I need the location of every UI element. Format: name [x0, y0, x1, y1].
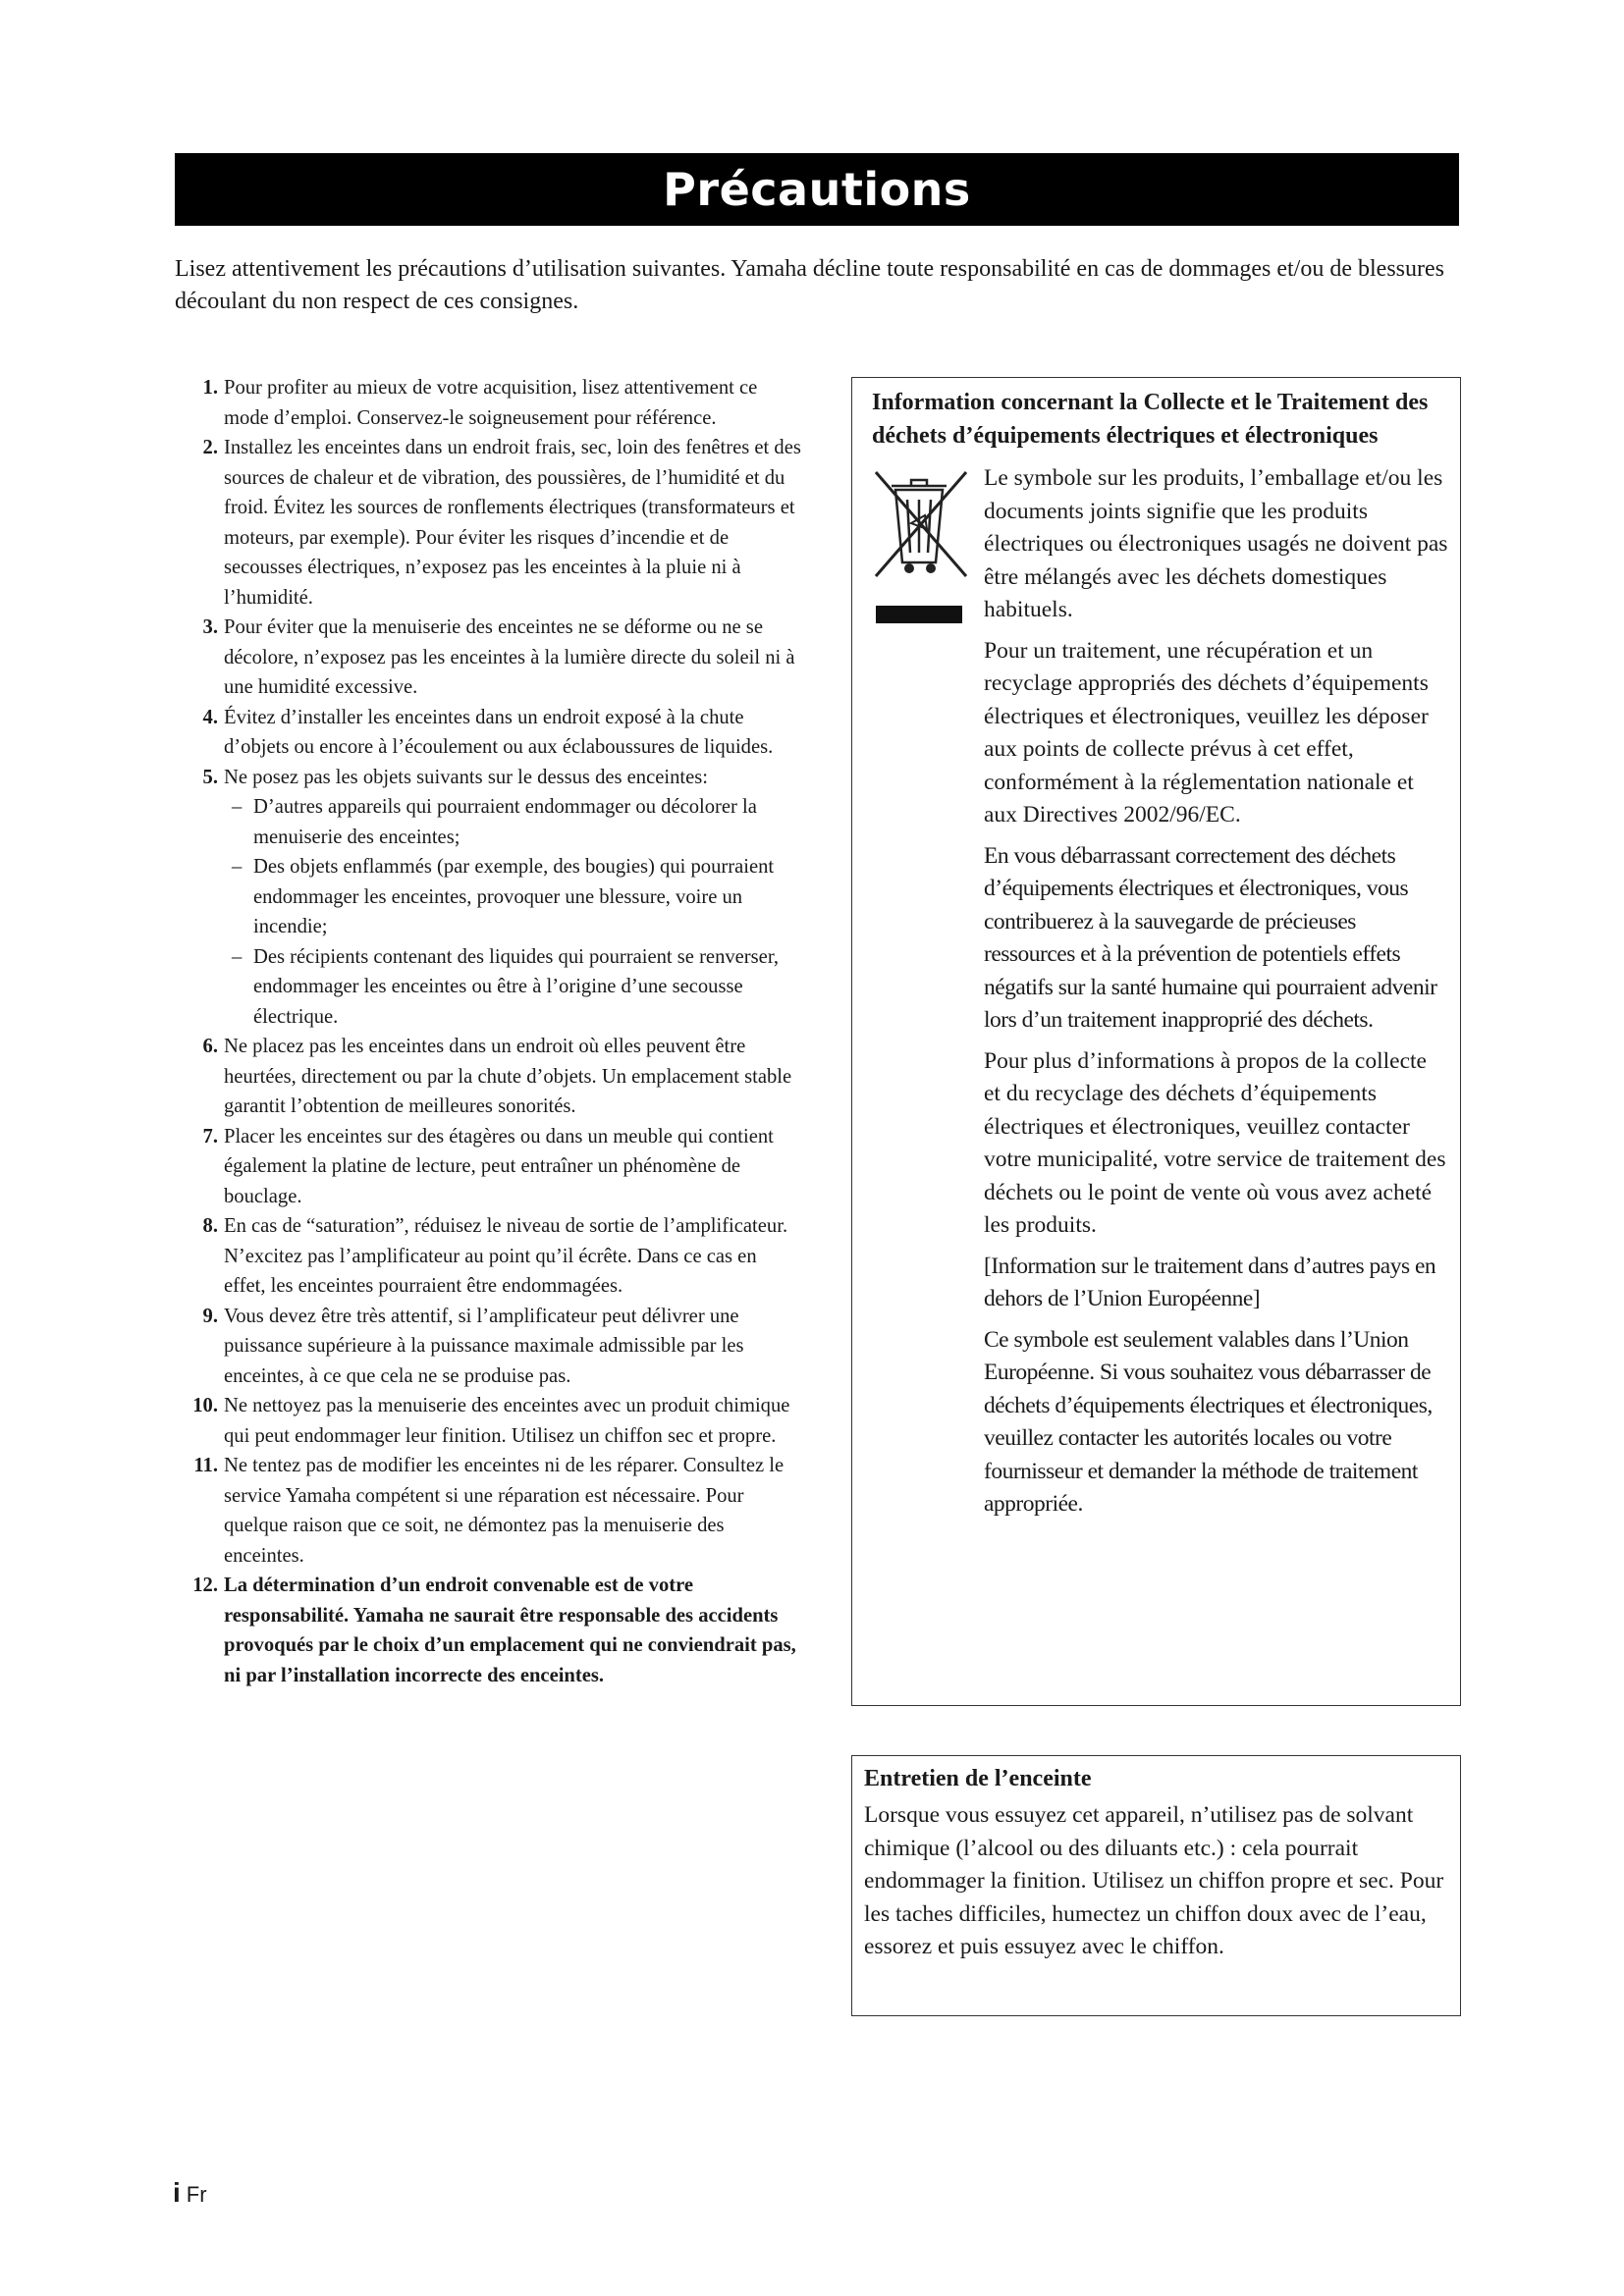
precaution-item — [175, 1211, 803, 1302]
title-bar — [175, 153, 1459, 226]
weee-paragraph: En vous débarrassant correctement des déchets d’équipements électriques et électroniques, vous contribuerez à la sauvegarde de précieuses ressources et à la prévention de potentiels effets négatifs sur la santé humaine qui pourraient advenir lors d’un traitement inapproprié des déchets. — [984, 842, 1437, 1033]
precaution-text: La détermination d’un endroit convenable est de votre responsabilité. Yamaha ne saurait être responsable des accidents provoqués par le choix d’un emplacement qui ne conviendrait pas, ni par l’installation incorrecte des enceintes. — [224, 1575, 796, 1686]
page-footer — [173, 2177, 207, 2209]
precaution-text: Évitez d’installer les enceintes dans un endroit exposé à la chute d’objets ou encore à l’écoulement ou aux éclaboussures de liquides. — [224, 706, 774, 758]
precaution-sub-list — [224, 792, 803, 1032]
sub-item-text: Des objets enflammés (par exemple, des bougies) qui pourraient endommager les enceintes, provoquer une blessure, voire un incendie; — [253, 856, 775, 937]
precaution-number: 2. — [202, 437, 218, 458]
precaution-number: 9. — [202, 1305, 218, 1327]
sub-item-text: D’autres appareils qui pourraient endommager ou décolorer la menuiserie des enceintes; — [253, 796, 757, 848]
precaution-item — [175, 373, 803, 433]
precaution-number: 8. — [202, 1215, 218, 1237]
weee-info-box — [851, 377, 1461, 1706]
weee-paragraph: [Information sur le traitement dans d’autres pays en dehors de l’Union Européenne] — [984, 1253, 1436, 1311]
precaution-text: Ne tentez pas de modifier les enceintes ni de les réparer. Consultez le service Yamaha compétent si une réparation est nécessaire. Pour quelque raison que ce soit, ne démontez pas la menuiserie des enceintes. — [224, 1455, 785, 1567]
precautions-list — [175, 373, 803, 1690]
precaution-number: 3. — [202, 616, 218, 638]
crossed-out-bin-icon — [872, 462, 970, 1529]
precaution-text: Pour profiter au mieux de votre acquisition, lisez attentivement ce mode d’emploi. Conservez-le soigneusement pour référence. — [224, 377, 758, 429]
precaution-item — [175, 1032, 803, 1122]
weee-paragraph: Le symbole sur les produits, l’emballage et/ou les documents joints signifie que les produits électriques ou électroniques usagés ne doivent pas être mélangés avec les déchets domestiques habituels. — [984, 465, 1448, 622]
precaution-number: 1. — [202, 377, 218, 399]
precaution-item — [175, 1302, 803, 1392]
precaution-item — [175, 703, 803, 763]
precaution-item — [175, 1391, 803, 1451]
precaution-number: 11. — [193, 1455, 218, 1476]
intro-paragraph: Lisez attentivement les précautions d’utilisation suivantes. Yamaha décline toute responsabilité en cas de dommages et/ou de blessures découlant du non respect de ces consignes. — [175, 256, 1444, 314]
dash-bullet: – — [232, 945, 243, 968]
page-title: Précautions — [663, 163, 971, 216]
precaution-text: Ne nettoyez pas la menuiserie des enceintes avec un produit chimique qui peut endommager leur finition. Utilisez un chiffon sec et propre. — [224, 1395, 790, 1447]
precautions-column — [175, 373, 803, 1690]
precaution-item — [175, 613, 803, 703]
precaution-item — [175, 1571, 803, 1690]
precaution-text: Placer les enceintes sur des étagères ou dans un meuble qui contient également la platine de lecture, peut entraîner un phénomène de bouclage. — [224, 1125, 774, 1207]
sub-item-text: Des récipients contenant des liquides qui pourraient se renverser, endommager les enceintes ou être à l’origine d’une secousse électrique. — [253, 945, 780, 1028]
page-number: i — [173, 2177, 181, 2208]
precaution-item — [175, 1122, 803, 1212]
precaution-item — [175, 1451, 803, 1571]
sub-item — [232, 852, 803, 942]
weee-paragraph: Ce symbole est seulement valables dans l’Union Européenne. Si vous souhaitez vous débarrasser de déchets d’équipements électriques et électroniques, veuillez contacter les autorités locales ou votre fournisseur et demander la méthode de traitement appropriée. — [984, 1326, 1433, 1517]
maintenance-title: Entretien de l’enceinte — [864, 1766, 1092, 1791]
precaution-text: Vous devez être très attentif, si l’amplificateur peut délivrer une puissance supérieure à la puissance maximale admissible par les enceintes, à ce que cela ne se produise pas. — [224, 1305, 744, 1387]
language-code: Fr — [186, 2182, 207, 2207]
precaution-number: 5. — [202, 766, 218, 788]
precaution-text: Pour éviter que la menuiserie des enceintes ne se déforme ou ne se décolore, n’exposez pas les enceintes à la lumière directe du soleil ni à une humidité excessive. — [224, 616, 795, 698]
precaution-number: 7. — [202, 1125, 218, 1148]
precaution-body — [224, 763, 803, 1033]
weee-title: Information concernant la Collecte et le Traitement des déchets d’équipements électriques et électroniques — [872, 390, 1429, 449]
sub-item — [232, 942, 803, 1033]
sub-item — [232, 792, 803, 852]
precaution-number: 4. — [202, 706, 218, 728]
maintenance-text: Lorsque vous essuyez cet appareil, n’utilisez pas de solvant chimique (l’alcool ou des diluants etc.) : cela pourrait endommager la finition. Utilisez un chiffon propre et sec. Pour les taches difficiles, humectez un chiffon doux avec de l’eau, essorez et puis essuyez avec le chiffon. — [864, 1802, 1444, 1959]
precaution-number: 10. — [192, 1395, 218, 1416]
precaution-text: Ne placez pas les enceintes dans un endroit où elles peuvent être heurtées, directement ou par la chute d’objets. Un emplacement stable garantit l’obtention de meilleures sonorités. — [224, 1036, 792, 1117]
weee-body — [872, 462, 1448, 1529]
precaution-text: Installez les enceintes dans un endroit frais, sec, loin des fenêtres et des sources de chaleur et de vibration, des poussières, de l’humidité et du froid. Évitez les sources de ronflements électriques (transformateurs et moteurs, par exemple). Pour éviter les risques d’incendie et de secousses électriques, n’exposez pas les enceintes à la pluie ni à l’humidité. — [224, 437, 801, 609]
dash-bullet: – — [232, 796, 243, 818]
precaution-number: 12. — [192, 1575, 218, 1596]
precaution-text: Ne posez pas les objets suivants sur le dessus des enceintes: — [224, 766, 709, 788]
precaution-text: En cas de “saturation”, réduisez le niveau de sortie de l’amplificateur. N’excitez pas l’amplificateur au point qu’il écrête. Dans ce cas en effet, les enceintes pourraient être endommagées. — [224, 1215, 788, 1297]
precaution-number: 6. — [202, 1036, 218, 1057]
weee-paragraph: Pour plus d’informations à propos de la collecte et du recyclage des déchets d’équipements électriques et électroniques, veuillez contacter votre municipalité, votre service de traitement des déchets ou le point de vente où vous avez acheté les produits. — [984, 1047, 1446, 1238]
precaution-item — [175, 433, 803, 613]
maintenance-box — [851, 1755, 1461, 2016]
weee-paragraph: Pour un traitement, une récupération et un recyclage appropriés des déchets d’équipements électriques et électroniques, veuillez les déposer aux points de collecte prévus à cet effet, conformément à la réglementation nationale et aux Directives 2002/96/EC. — [984, 637, 1429, 828]
weee-text — [970, 462, 1448, 1529]
dash-bullet: – — [232, 856, 243, 878]
precaution-item — [175, 763, 803, 1033]
